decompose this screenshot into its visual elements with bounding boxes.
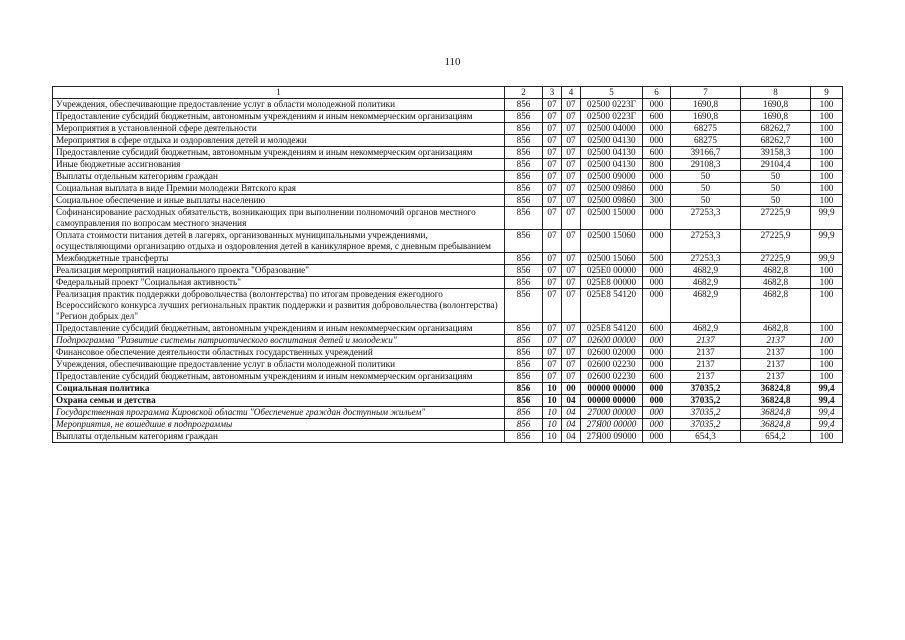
actual-amount-cell: 4682,8 xyxy=(741,277,811,289)
plan-amount-cell: 2137 xyxy=(671,371,741,383)
table-row xyxy=(53,171,843,183)
row-name-cell: Социальная выплата в виде Премии молодежи Вятского края xyxy=(53,183,505,195)
plan-amount-cell: 27253,3 xyxy=(671,207,741,230)
percent-cell: 99,4 xyxy=(811,395,843,407)
target-article-cell: 025Е8 54120 xyxy=(581,323,643,335)
section-code-cell: 07 xyxy=(543,147,562,159)
expense-type-cell: 500 xyxy=(643,253,671,265)
expense-type-cell: 000 xyxy=(643,230,671,253)
expense-type-cell: 000 xyxy=(643,123,671,135)
section-code-cell: 10 xyxy=(543,431,562,443)
admin-code-cell: 856 xyxy=(505,207,543,230)
subsection-code-cell: 07 xyxy=(562,335,581,347)
subsection-code-cell: 07 xyxy=(562,207,581,230)
section-code-cell: 07 xyxy=(543,207,562,230)
admin-code-cell: 856 xyxy=(505,323,543,335)
expense-type-cell: 000 xyxy=(643,99,671,111)
plan-amount-cell: 50 xyxy=(671,195,741,207)
percent-cell: 100 xyxy=(811,171,843,183)
table-row xyxy=(53,230,843,253)
expense-type-cell: 000 xyxy=(643,395,671,407)
percent-cell: 100 xyxy=(811,277,843,289)
section-code-cell: 07 xyxy=(543,253,562,265)
actual-amount-cell: 27225,9 xyxy=(741,230,811,253)
admin-code-cell: 856 xyxy=(505,147,543,159)
header-cell: 8 xyxy=(741,87,811,99)
row-name-cell: Межбюджетные трансферты xyxy=(53,253,505,265)
target-article-cell: 02600 02230 xyxy=(581,371,643,383)
subsection-code-cell: 07 xyxy=(562,183,581,195)
section-code-cell: 07 xyxy=(543,277,562,289)
admin-code-cell: 856 xyxy=(505,419,543,431)
subsection-code-cell: 04 xyxy=(562,419,581,431)
subsection-code-cell: 07 xyxy=(562,171,581,183)
admin-code-cell: 856 xyxy=(505,159,543,171)
subsection-code-cell: 07 xyxy=(562,253,581,265)
table-row xyxy=(53,371,843,383)
percent-cell: 100 xyxy=(811,195,843,207)
admin-code-cell: 856 xyxy=(505,371,543,383)
plan-amount-cell: 4682,9 xyxy=(671,265,741,277)
actual-amount-cell: 1690,8 xyxy=(741,99,811,111)
table-row xyxy=(53,431,843,443)
expense-type-cell: 600 xyxy=(643,323,671,335)
admin-code-cell: 856 xyxy=(505,195,543,207)
target-article-cell: 02500 09000 xyxy=(581,171,643,183)
actual-amount-cell: 50 xyxy=(741,183,811,195)
actual-amount-cell: 4682,8 xyxy=(741,323,811,335)
section-code-cell: 07 xyxy=(543,111,562,123)
admin-code-cell: 856 xyxy=(505,431,543,443)
actual-amount-cell: 2137 xyxy=(741,359,811,371)
row-name-cell: Реализация практик поддержки добровольчества (волонтерства) по итогам проведения ежегодного Всероссийского конкурса лучших региональных практик поддержки и развития добровольчества (волонтерства) "Регион добрых дел" xyxy=(53,289,505,323)
plan-amount-cell: 37035,2 xyxy=(671,419,741,431)
target-article-cell: 27000 00000 xyxy=(581,407,643,419)
row-name-cell: Мероприятия в установленной сфере деятельности xyxy=(53,123,505,135)
actual-amount-cell: 4682,8 xyxy=(741,289,811,323)
subsection-code-cell: 07 xyxy=(562,195,581,207)
section-code-cell: 07 xyxy=(543,123,562,135)
subsection-code-cell: 07 xyxy=(562,123,581,135)
header-cell: 2 xyxy=(505,87,543,99)
row-name-cell: Социальное обеспечение и иные выплаты населению xyxy=(53,195,505,207)
section-code-cell: 07 xyxy=(543,99,562,111)
plan-amount-cell: 50 xyxy=(671,183,741,195)
percent-cell: 100 xyxy=(811,111,843,123)
row-name-cell: Предоставление субсидий бюджетным, автономным учреждениям и иным некоммерческим организациям xyxy=(53,371,505,383)
admin-code-cell: 856 xyxy=(505,265,543,277)
plan-amount-cell: 4682,9 xyxy=(671,323,741,335)
plan-amount-cell: 27253,3 xyxy=(671,230,741,253)
target-article-cell: 02600 00000 xyxy=(581,335,643,347)
row-name-cell: Предоставление субсидий бюджетным, автономным учреждениям и иным некоммерческим организациям xyxy=(53,111,505,123)
target-article-cell: 02500 0223Г xyxy=(581,111,643,123)
percent-cell: 100 xyxy=(811,431,843,443)
plan-amount-cell: 2137 xyxy=(671,347,741,359)
plan-amount-cell: 68275 xyxy=(671,123,741,135)
subsection-code-cell: 07 xyxy=(562,135,581,147)
plan-amount-cell: 4682,9 xyxy=(671,289,741,323)
percent-cell: 100 xyxy=(811,159,843,171)
expense-type-cell: 000 xyxy=(643,207,671,230)
expense-type-cell: 000 xyxy=(643,265,671,277)
admin-code-cell: 856 xyxy=(505,395,543,407)
header-cell: 5 xyxy=(581,87,643,99)
percent-cell: 99,9 xyxy=(811,207,843,230)
expense-type-cell: 000 xyxy=(643,407,671,419)
plan-amount-cell: 1690,8 xyxy=(671,99,741,111)
plan-amount-cell: 68275 xyxy=(671,135,741,147)
table-row xyxy=(53,359,843,371)
row-name-cell: Выплаты отдельным категориям граждан xyxy=(53,431,505,443)
actual-amount-cell: 27225,9 xyxy=(741,207,811,230)
percent-cell: 100 xyxy=(811,359,843,371)
subsection-code-cell: 07 xyxy=(562,147,581,159)
section-code-cell: 07 xyxy=(543,195,562,207)
plan-amount-cell: 29108,3 xyxy=(671,159,741,171)
percent-cell: 100 xyxy=(811,183,843,195)
admin-code-cell: 856 xyxy=(505,407,543,419)
subsection-code-cell: 04 xyxy=(562,431,581,443)
expense-type-cell: 000 xyxy=(643,135,671,147)
actual-amount-cell: 29104,4 xyxy=(741,159,811,171)
section-code-cell: 07 xyxy=(543,371,562,383)
target-article-cell: 00000 00000 xyxy=(581,383,643,395)
subsection-code-cell: 07 xyxy=(562,277,581,289)
plan-amount-cell: 2137 xyxy=(671,359,741,371)
row-name-cell: Иные бюджетные ассигнования xyxy=(53,159,505,171)
section-code-cell: 07 xyxy=(543,265,562,277)
section-code-cell: 07 xyxy=(543,171,562,183)
plan-amount-cell: 27253,3 xyxy=(671,253,741,265)
target-article-cell: 02600 02230 xyxy=(581,359,643,371)
percent-cell: 100 xyxy=(811,99,843,111)
table-header-row xyxy=(53,87,843,99)
subsection-code-cell: 07 xyxy=(562,289,581,323)
admin-code-cell: 856 xyxy=(505,289,543,323)
actual-amount-cell: 50 xyxy=(741,195,811,207)
row-name-cell: Предоставление субсидий бюджетным, автономным учреждениям и иным некоммерческим организациям xyxy=(53,323,505,335)
row-name-cell: Выплаты отдельным категориям граждан xyxy=(53,171,505,183)
subsection-code-cell: 07 xyxy=(562,159,581,171)
table-row xyxy=(53,347,843,359)
actual-amount-cell: 2137 xyxy=(741,371,811,383)
actual-amount-cell: 4682,8 xyxy=(741,265,811,277)
row-name-cell: Учреждения, обеспечивающие предоставление услуг в области молодежной политики xyxy=(53,359,505,371)
subsection-code-cell: 00 xyxy=(562,383,581,395)
row-name-cell: Федеральный проект "Социальная активность" xyxy=(53,277,505,289)
expense-type-cell: 000 xyxy=(643,335,671,347)
actual-amount-cell: 50 xyxy=(741,171,811,183)
row-name-cell: Государственная программа Кировской области "Обеспечение граждан доступным жильем" xyxy=(53,407,505,419)
plan-amount-cell: 50 xyxy=(671,171,741,183)
section-code-cell: 10 xyxy=(543,395,562,407)
plan-amount-cell: 37035,2 xyxy=(671,407,741,419)
percent-cell: 100 xyxy=(811,265,843,277)
section-code-cell: 10 xyxy=(543,419,562,431)
row-name-cell: Мероприятия, не вошедшие в подпрограммы xyxy=(53,419,505,431)
subsection-code-cell: 07 xyxy=(562,371,581,383)
admin-code-cell: 856 xyxy=(505,111,543,123)
actual-amount-cell: 2137 xyxy=(741,347,811,359)
percent-cell: 99,4 xyxy=(811,383,843,395)
percent-cell: 99,9 xyxy=(811,230,843,253)
admin-code-cell: 856 xyxy=(505,347,543,359)
expense-type-cell: 000 xyxy=(643,419,671,431)
subsection-code-cell: 04 xyxy=(562,407,581,419)
section-code-cell: 07 xyxy=(543,347,562,359)
section-code-cell: 10 xyxy=(543,407,562,419)
section-code-cell: 07 xyxy=(543,359,562,371)
percent-cell: 100 xyxy=(811,347,843,359)
percent-cell: 99,9 xyxy=(811,253,843,265)
row-name-cell: Финансовое обеспечение деятельности областных государственных учреждений xyxy=(53,347,505,359)
row-name-cell: Учреждения, обеспечивающие предоставление услуг в области молодежной политики xyxy=(53,99,505,111)
row-name-cell: Социальная политика xyxy=(53,383,505,395)
target-article-cell: 27Я00 09000 xyxy=(581,431,643,443)
expense-type-cell: 000 xyxy=(643,289,671,323)
target-article-cell: 025Е8 00000 xyxy=(581,277,643,289)
header-cell: 4 xyxy=(562,87,581,99)
table-row xyxy=(53,277,843,289)
table-row xyxy=(53,289,843,323)
expense-type-cell: 000 xyxy=(643,183,671,195)
table-row xyxy=(53,323,843,335)
section-code-cell: 07 xyxy=(543,323,562,335)
target-article-cell: 27Я00 00000 xyxy=(581,419,643,431)
expense-type-cell: 600 xyxy=(643,371,671,383)
target-article-cell: 02500 15000 xyxy=(581,207,643,230)
row-name-cell: Предоставление субсидий бюджетным, автономным учреждениям и иным некоммерческим организациям xyxy=(53,147,505,159)
row-name-cell: Мероприятия в сфере отдыха и оздоровления детей и молодежи xyxy=(53,135,505,147)
percent-cell: 100 xyxy=(811,123,843,135)
page-number: 110 xyxy=(444,56,461,68)
plan-amount-cell: 654,3 xyxy=(671,431,741,443)
actual-amount-cell: 39158,3 xyxy=(741,147,811,159)
expense-type-cell: 600 xyxy=(643,147,671,159)
plan-amount-cell: 39166,7 xyxy=(671,147,741,159)
section-code-cell: 07 xyxy=(543,230,562,253)
percent-cell: 100 xyxy=(811,289,843,323)
admin-code-cell: 856 xyxy=(505,383,543,395)
expense-type-cell: 000 xyxy=(643,171,671,183)
actual-amount-cell: 2137 xyxy=(741,335,811,347)
row-name-cell: Оплата стоимости питания детей в лагерях, организованных муниципальными учреждениями, осуществляющими организацию отдыха и оздоровления детей в каникулярное время, с дневным пребыванием xyxy=(53,230,505,253)
actual-amount-cell: 27225,9 xyxy=(741,253,811,265)
admin-code-cell: 856 xyxy=(505,99,543,111)
admin-code-cell: 856 xyxy=(505,171,543,183)
admin-code-cell: 856 xyxy=(505,359,543,371)
expense-type-cell: 000 xyxy=(643,347,671,359)
subsection-code-cell: 07 xyxy=(562,230,581,253)
target-article-cell: 02500 09860 xyxy=(581,195,643,207)
admin-code-cell: 856 xyxy=(505,135,543,147)
section-code-cell: 07 xyxy=(543,335,562,347)
percent-cell: 99,4 xyxy=(811,419,843,431)
target-article-cell: 02500 15060 xyxy=(581,230,643,253)
header-cell: 3 xyxy=(543,87,562,99)
table-row xyxy=(53,419,843,431)
table-row xyxy=(53,395,843,407)
header-cell: 6 xyxy=(643,87,671,99)
plan-amount-cell: 2137 xyxy=(671,335,741,347)
table-row xyxy=(53,99,843,111)
plan-amount-cell: 37035,2 xyxy=(671,395,741,407)
admin-code-cell: 856 xyxy=(505,183,543,195)
admin-code-cell: 856 xyxy=(505,123,543,135)
expense-type-cell: 600 xyxy=(643,111,671,123)
target-article-cell: 02500 0223Г xyxy=(581,99,643,111)
expense-type-cell: 000 xyxy=(643,431,671,443)
table-row xyxy=(53,159,843,171)
row-name-cell: Софинансирование расходных обязательств, возникающих при выполнении полномочий органов местного самоуправления по вопросам местного значения xyxy=(53,207,505,230)
section-code-cell: 07 xyxy=(543,183,562,195)
admin-code-cell: 856 xyxy=(505,277,543,289)
actual-amount-cell: 68262,7 xyxy=(741,123,811,135)
section-code-cell: 07 xyxy=(543,289,562,323)
target-article-cell: 02500 04130 xyxy=(581,159,643,171)
table-row xyxy=(53,195,843,207)
actual-amount-cell: 68262,7 xyxy=(741,135,811,147)
table-row xyxy=(53,111,843,123)
section-code-cell: 07 xyxy=(543,159,562,171)
table-row xyxy=(53,147,843,159)
percent-cell: 100 xyxy=(811,135,843,147)
percent-cell: 100 xyxy=(811,335,843,347)
table-row xyxy=(53,207,843,230)
budget-table xyxy=(52,86,843,443)
target-article-cell: 02500 04130 xyxy=(581,147,643,159)
subsection-code-cell: 04 xyxy=(562,395,581,407)
plan-amount-cell: 1690,8 xyxy=(671,111,741,123)
subsection-code-cell: 07 xyxy=(562,359,581,371)
table-row xyxy=(53,123,843,135)
subsection-code-cell: 07 xyxy=(562,265,581,277)
target-article-cell: 02500 09860 xyxy=(581,183,643,195)
admin-code-cell: 856 xyxy=(505,335,543,347)
plan-amount-cell: 4682,9 xyxy=(671,277,741,289)
expense-type-cell: 300 xyxy=(643,195,671,207)
target-article-cell: 02600 02000 xyxy=(581,347,643,359)
section-code-cell: 07 xyxy=(543,135,562,147)
expense-type-cell: 000 xyxy=(643,277,671,289)
table-row xyxy=(53,183,843,195)
table-row xyxy=(53,407,843,419)
row-name-cell: Реализация мероприятий национального проекта "Образование" xyxy=(53,265,505,277)
expense-type-cell: 800 xyxy=(643,159,671,171)
target-article-cell: 00000 00000 xyxy=(581,395,643,407)
actual-amount-cell: 1690,8 xyxy=(741,111,811,123)
percent-cell: 100 xyxy=(811,371,843,383)
target-article-cell: 025Е8 54120 xyxy=(581,289,643,323)
header-cell: 1 xyxy=(53,87,505,99)
row-name-cell: Подпрограмма "Развитие системы патриотического воспитания детей и молодежи" xyxy=(53,335,505,347)
plan-amount-cell: 37035,2 xyxy=(671,383,741,395)
target-article-cell: 02500 15060 xyxy=(581,253,643,265)
header-cell: 7 xyxy=(671,87,741,99)
percent-cell: 100 xyxy=(811,147,843,159)
actual-amount-cell: 36824,8 xyxy=(741,407,811,419)
table-row xyxy=(53,265,843,277)
actual-amount-cell: 654,2 xyxy=(741,431,811,443)
expense-type-cell: 000 xyxy=(643,383,671,395)
row-name-cell: Охрана семьи и детства xyxy=(53,395,505,407)
subsection-code-cell: 07 xyxy=(562,111,581,123)
subsection-code-cell: 07 xyxy=(562,323,581,335)
section-code-cell: 10 xyxy=(543,383,562,395)
table-row xyxy=(53,335,843,347)
target-article-cell: 02500 04000 xyxy=(581,123,643,135)
table-row xyxy=(53,383,843,395)
admin-code-cell: 856 xyxy=(505,230,543,253)
expense-type-cell: 000 xyxy=(643,359,671,371)
admin-code-cell: 856 xyxy=(505,253,543,265)
header-cell: 9 xyxy=(811,87,843,99)
actual-amount-cell: 36824,8 xyxy=(741,395,811,407)
table-row xyxy=(53,253,843,265)
target-article-cell: 025Е0 00000 xyxy=(581,265,643,277)
target-article-cell: 02500 04130 xyxy=(581,135,643,147)
subsection-code-cell: 07 xyxy=(562,347,581,359)
actual-amount-cell: 36824,8 xyxy=(741,383,811,395)
subsection-code-cell: 07 xyxy=(562,99,581,111)
percent-cell: 99,4 xyxy=(811,407,843,419)
percent-cell: 100 xyxy=(811,323,843,335)
table-row xyxy=(53,135,843,147)
actual-amount-cell: 36824,8 xyxy=(741,419,811,431)
